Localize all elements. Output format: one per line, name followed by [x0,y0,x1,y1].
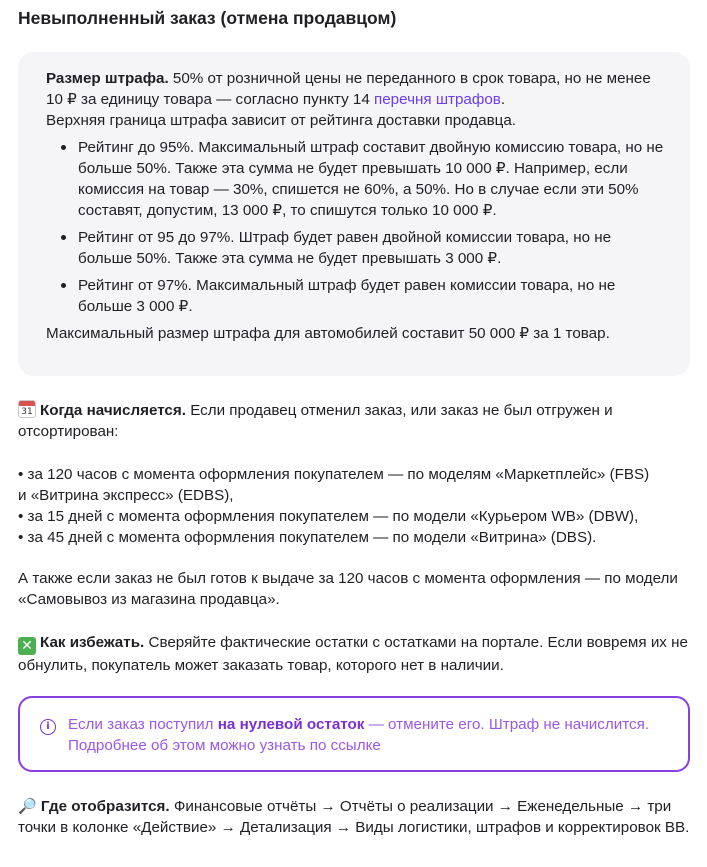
where-text-block [18,796,690,838]
pickup-condition-text: А также если заказ не был готов к выдаче за 120 часов с момента оформления — по модели «Самовывоз из магазина продавца». [18,570,678,608]
notice-text-before: Если заказ поступил [68,716,218,733]
notice-text-after: — отмените его. Штраф не начислится. Подробнее об этом можно узнать по ссылке [68,716,650,754]
rating-item: Рейтинг от 95 до 97%. Штраф будет равен двойной комиссии товара, но не больше 50%. Также эта сумма не будет превышать 3 000 ₽. [46,227,664,269]
magnifier-icon: 🔎 [18,797,37,815]
list-item: и «Витрина экспресс» (EDBS), [18,487,234,504]
avoid-bold: Как избежать. [40,634,145,651]
info-icon: i [40,719,56,735]
when-conditions-list [18,464,690,548]
car-penalty-note: Максимальный размер штрафа для автомобилей составит 50 000 ₽ за 1 товар. [46,325,610,342]
avoid-text: Сверяйте фактические остатки с остатками на портале. Если вовремя их не обнулить, покупатель может заказать товар, которого нет в наличии. [18,634,688,674]
list-item: • за 120 часов с момента оформления покупателем — по моделям «Маркетплейс» (FBS) [18,466,650,483]
list-item: • за 15 дней с момента оформления покупателем — по модели «Курьером WB» (DBW), [18,508,639,525]
notice-text[interactable] [68,714,668,756]
penalty-intro [46,68,664,110]
penalty-list-link[interactable]: перечня штрафов [374,91,501,108]
notice-bold: на нулевой остаток [217,716,365,733]
penalty-limit-text: Верхняя граница штрафа зависит от рейтинга доставки продавца. [46,112,517,129]
rating-item: Рейтинг до 95%. Максимальный штраф составит двойную комиссию товара, но не больше 50%. Также эта сумма не будет превышать 10 000 ₽. Например, если комиссия на товар — 30%, спишется не 60%, а 50%. Но в случае если эти 50% составят, допустим, 13 000 ₽, то спишутся только 10 000 ₽. [46,137,664,221]
list-item: • за 45 дней с момента оформления покупателем — по модели «Витрина» (DBS). [18,529,597,546]
where-text: Финансовые отчёты → Отчёты о реализации → Еженедельные → три точки в колонке «Действие» → Детализация → Виды логистики, штрафов и корректировок ВВ. [18,798,690,836]
page-title: Невыполненный заказ (отмена продавцом) [18,8,397,28]
pickup-condition [18,568,690,610]
when-section [18,400,690,442]
when-bold: Когда начисляется. [40,402,186,419]
where-section [18,796,690,838]
penalty-intro-bold: Размер штрафа. [46,70,169,87]
avoid-text-block [18,632,690,676]
when-text: Если продавец отменил заказ, или заказ не был отгружен и отсортирован: [18,402,613,440]
penalty-info-box [18,52,690,376]
zero-stock-notice [18,696,690,772]
penalty-intro-text: 50% от розничной цены не переданного в срок товара, но не менее 10 ₽ за единицу товара — согласно пункту 14 [46,70,651,108]
avoid-section [18,632,690,676]
where-bold: Где отобразится. [40,798,170,815]
rating-list [46,137,664,317]
rating-item: Рейтинг от 97%. Максимальный штраф будет равен комиссии товара, но не больше 3 000 ₽. [46,275,664,317]
when-intro [18,400,690,442]
cross-mark-icon: ✕ [18,637,36,655]
calendar-icon: 31 [18,400,36,418]
penalty-intro-end: . [500,91,506,108]
